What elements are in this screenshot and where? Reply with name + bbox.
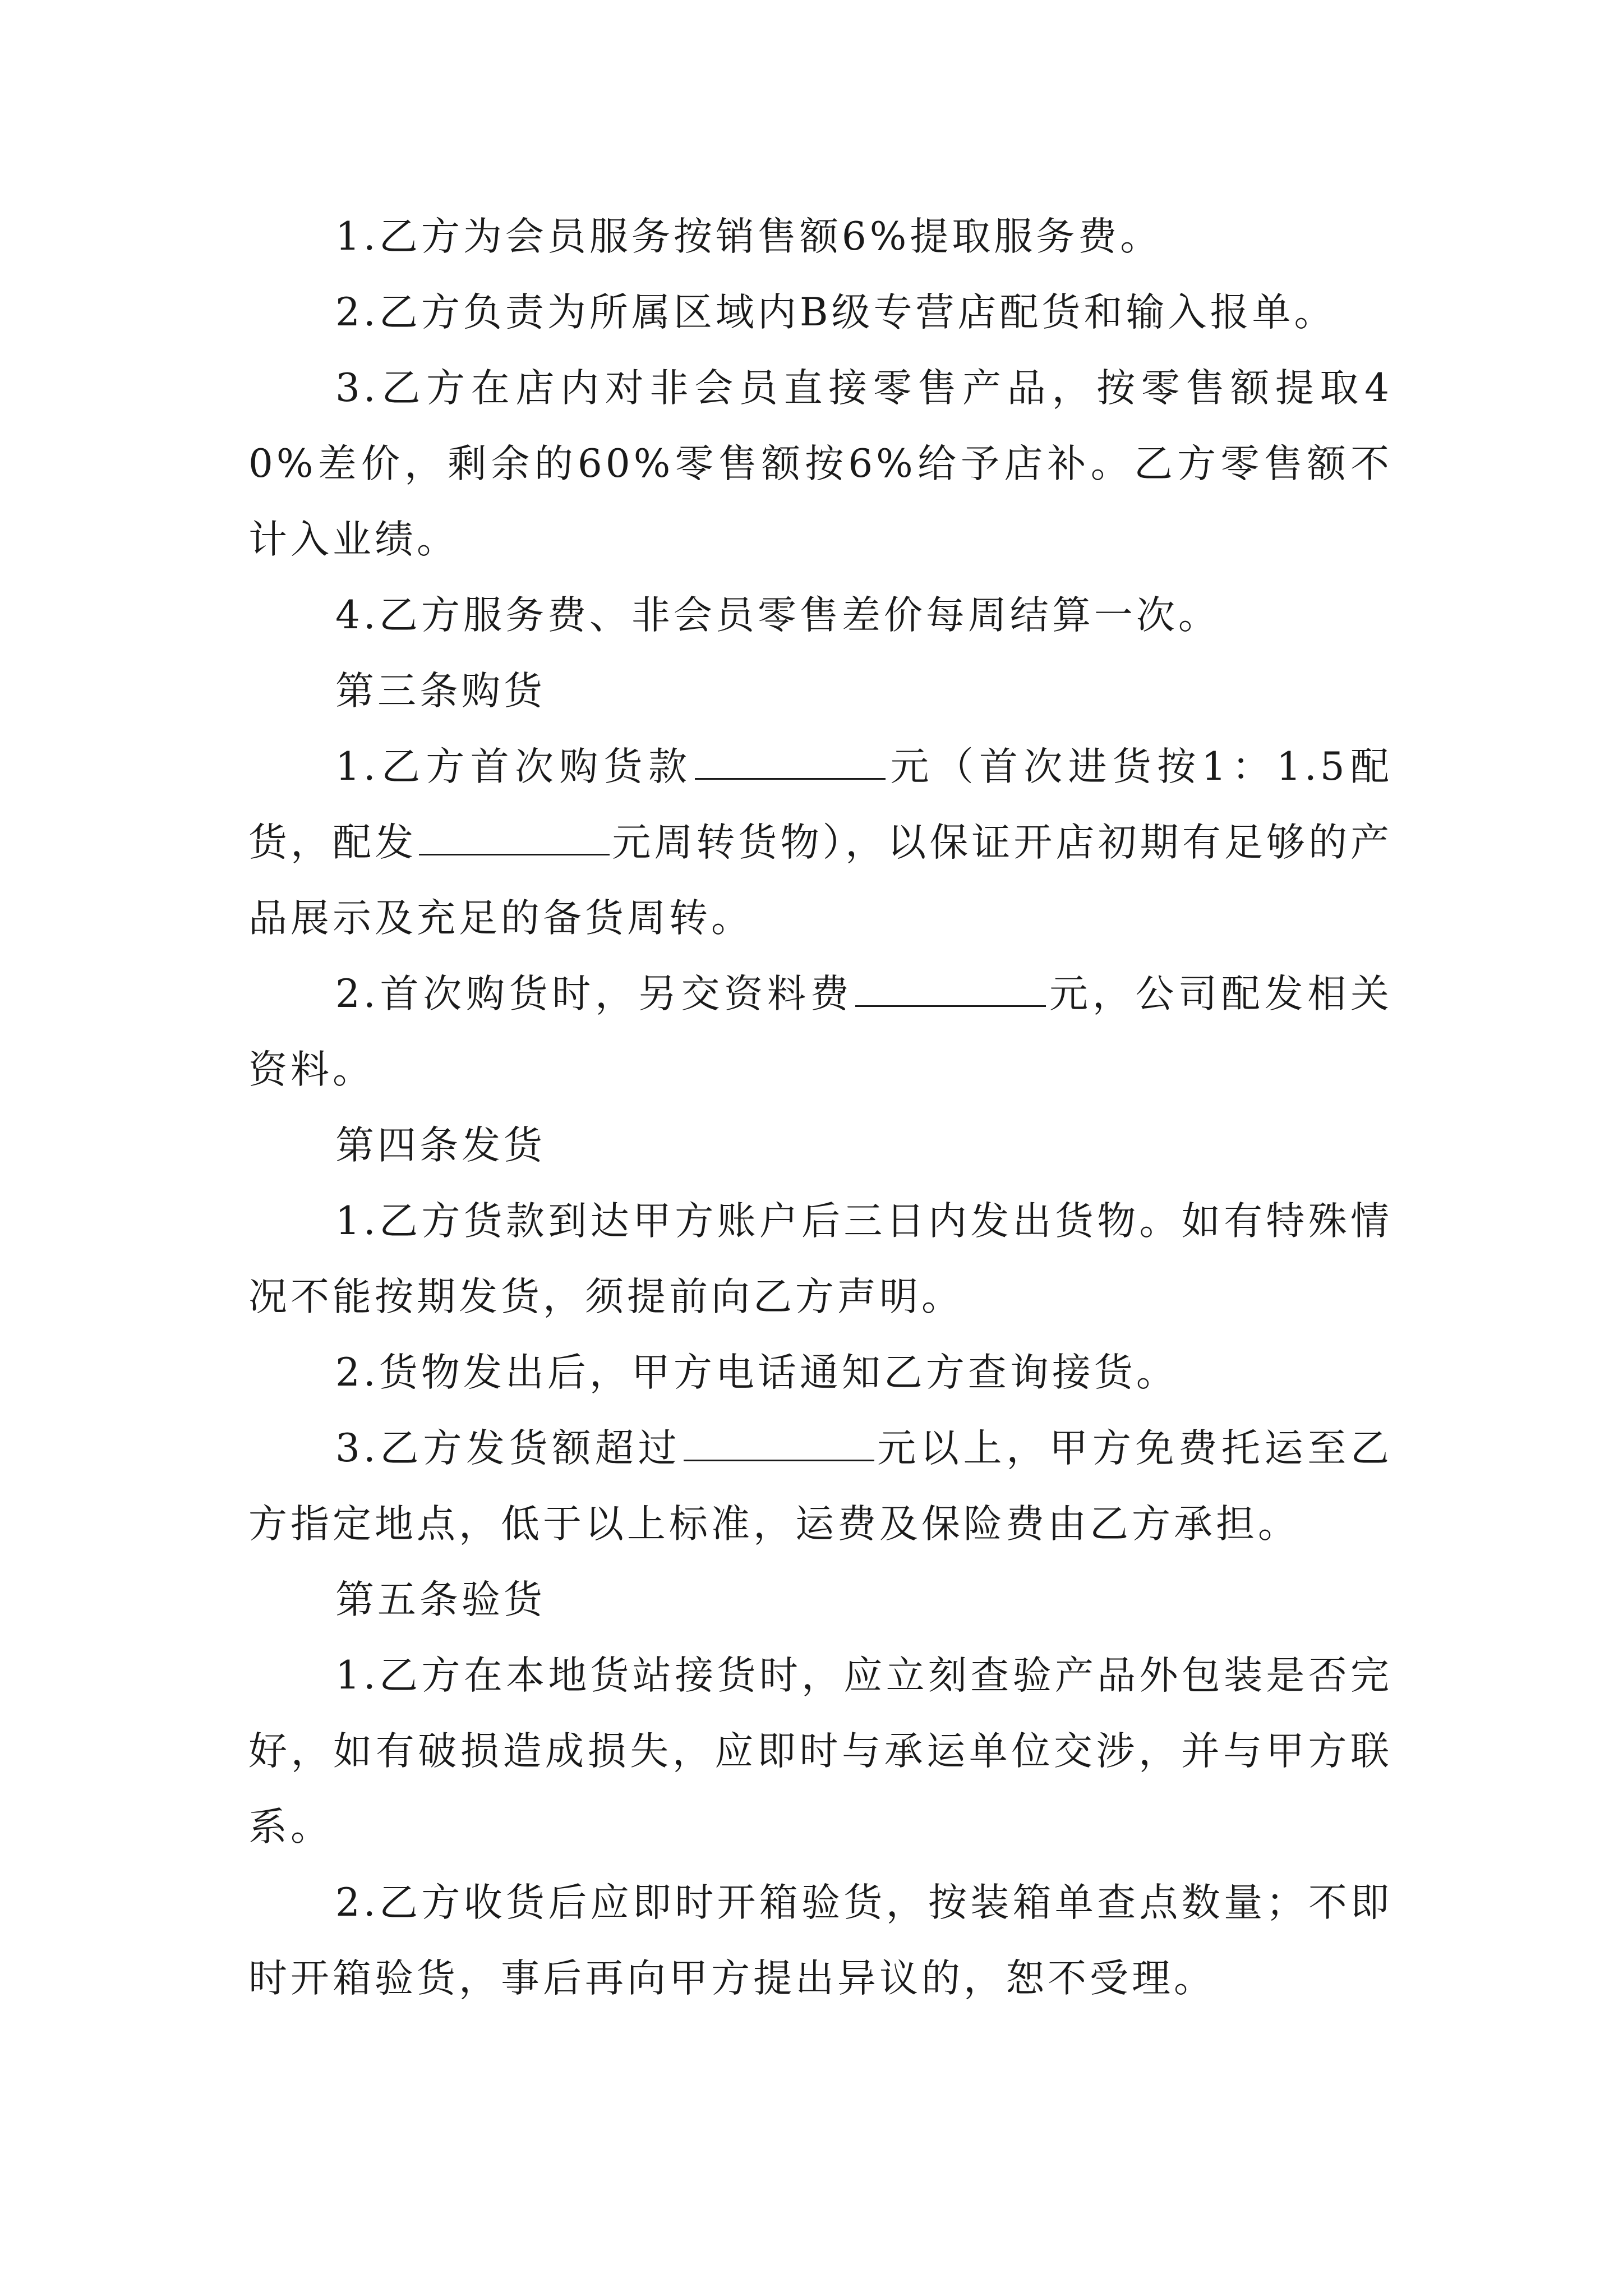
- heading-text: 第三条购货: [335, 669, 546, 714]
- paragraph-text: 1.乙方首次购货款: [335, 744, 693, 789]
- fill-in-blank-line: [855, 976, 1046, 1007]
- clause-paragraph: [248, 351, 1393, 578]
- paragraph-text: 2.首次购货时，另交资料费: [335, 972, 854, 1016]
- paragraph-text: 1.乙方为会员服务按销售额6%提取服务费。: [335, 214, 1163, 259]
- clause-paragraph: [248, 199, 1393, 275]
- section-heading-article-4: [248, 1108, 1393, 1184]
- heading-text: 第四条发货: [335, 1123, 546, 1168]
- paragraph-text: 2.货物发出后，甲方电话通知乙方查询接货。: [335, 1350, 1178, 1395]
- clause-paragraph: [248, 1335, 1393, 1411]
- paragraph-text: 2.乙方收货后应即时开箱验货，按装箱单查点数量；不即时开箱验货，事后再向甲方提出异议的，恕不受理。: [248, 1880, 1393, 2001]
- paragraph-text: 4.乙方服务费、非会员零售差价每周结算一次。: [335, 593, 1220, 638]
- fill-in-blank-line: [419, 825, 610, 855]
- paragraph-text: 元（首次进货按1：1.5配货，配发: [248, 744, 1393, 865]
- paragraph-text: 1.乙方在本地货站接货时，应立刻查验产品外包装是否完好，如有破损造成损失，应即时与承运单位交涉，并与甲方联系。: [248, 1653, 1393, 1849]
- clause-paragraph: [248, 275, 1393, 351]
- clause-paragraph: [248, 1638, 1393, 1865]
- paragraph-text: 3.乙方发货额超过: [335, 1426, 681, 1471]
- fill-in-blank-line: [684, 1430, 874, 1461]
- clause-paragraph: [248, 1411, 1393, 1562]
- clause-paragraph: [248, 956, 1393, 1108]
- section-heading-article-5: [248, 1562, 1393, 1638]
- section-heading-article-3: [248, 654, 1393, 729]
- paragraph-text: 元，公司配发相关资料。: [248, 972, 1393, 1092]
- paragraph-text: 元周转货物），以保证开店初期有足够的产品展示及充足的备货周转。: [248, 820, 1393, 941]
- paragraph-text: 1.乙方货款到达甲方账户后三日内发出货物。如有特殊情况不能按期发货，须提前向乙方声明。: [248, 1199, 1393, 1319]
- clause-paragraph: [248, 729, 1393, 956]
- paragraph-text: 元以上，甲方免费托运至乙方指定地点，低于以上标准，运费及保险费由乙方承担。: [248, 1426, 1393, 1547]
- clause-paragraph: [248, 578, 1393, 654]
- clause-paragraph: [248, 1865, 1393, 2017]
- heading-text: 第五条验货: [335, 1577, 546, 1622]
- paragraph-text: 2.乙方负责为所属区域内B级专营店配货和输入报单。: [335, 290, 1336, 335]
- fill-in-blank-line: [695, 749, 886, 780]
- document-body: [248, 199, 1393, 2017]
- paragraph-text: 3.乙方在店内对非会员直接零售产品，按零售额提取40%差价，剩余的60%零售额按6%给予店补。乙方零售额不计入业绩。: [248, 366, 1393, 562]
- clause-paragraph: [248, 1184, 1393, 1335]
